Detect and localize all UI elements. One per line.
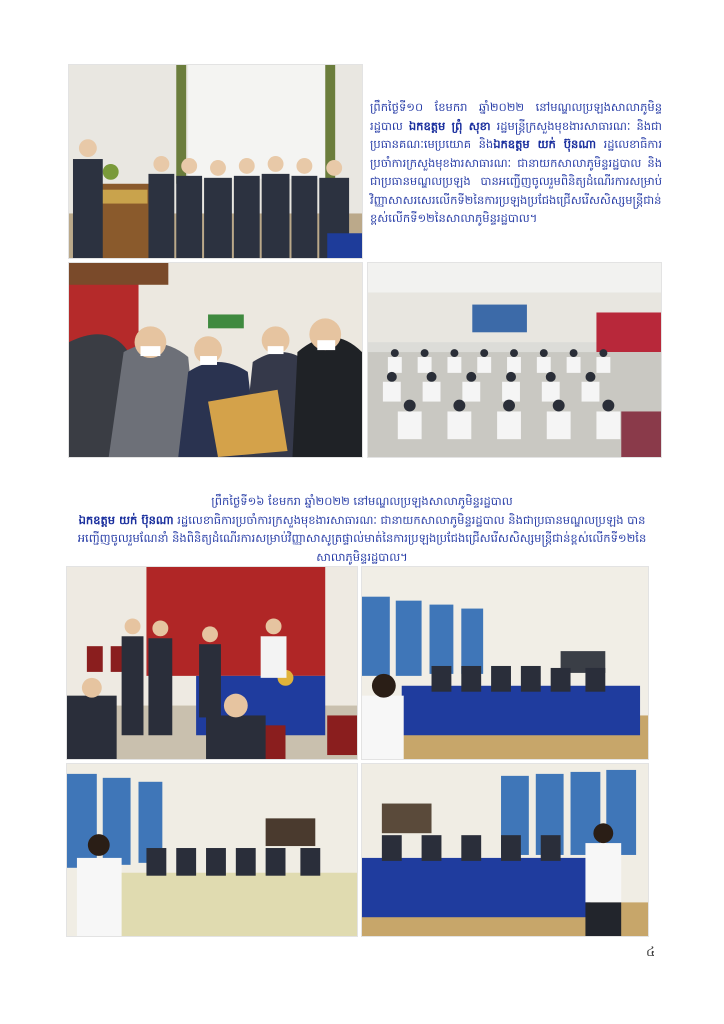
caption-bottom-text-2: រដ្ឋលេខាធិការប្រចាំការក្រសួងមុខងារសាធារណៈ ជានាយកសាលាភូមិន្ទរដ្ឋបាល និងជាប្រធានមណ្ឌលប្រឡង បានអញ្ជើញចូលរួមណែនាំ និងពិនិត្យដំណើរការសម្រាប់វិញ្ញាសាសូត្រផ្ទាល់មាត់នៃការប្រឡងប្រជែងជ្រើសរើសសិស្សមន្ត្រីជាន់ខ្ពស់លើកទី១២នៃសាលាភូមិន្ទរដ្ឋបាល។: [77, 512, 647, 564]
photo-oral-exam-panel-2: [66, 763, 358, 937]
photo-exam-hall: [367, 262, 662, 458]
photo-oral-exam-panel-3: [361, 763, 649, 937]
caption-top: [370, 98, 662, 228]
page-number: ៤: [646, 945, 656, 960]
caption-bottom-text-1: ព្រឹកថ្ងៃទី១៦ ខែមករា ឆ្នាំ២០២២ នៅមណ្ឌលប្រឡងសាលាភូមិន្ទរដ្ឋបាល: [211, 494, 513, 508]
caption-bottom: [68, 492, 656, 566]
caption-bottom-name-1: ឯកឧត្តម យក់ ប៊ុនណា: [78, 512, 174, 527]
caption-top-text-3: រដ្ឋលេខាធិការប្រចាំការក្រសួងមុខងារសាធារណៈ ជានាយកសាលាភូមិន្ទរដ្ឋបាល និងជាប្រធានមណ្ឌលប្រឡង បានអញ្ជើញចូលរួមពិនិត្យដំណើរការសម្រាប់វិញ្ញាសាសរសេរលើកទី២នៃការប្រឡងប្រជែងជ្រើសរើសសិស្សមន្ត្រីជាន់ខ្ពស់លើកទី១២នៃសាលាភូមិន្ទរដ្ឋបាល។: [370, 137, 662, 225]
photo-officials-envelope: [68, 262, 363, 458]
caption-top-text-1: ព្រឹកថ្ងៃទី១០ ខែមករា ឆ្នាំ២០២២ នៅមណ្ឌលប្រឡងសាលាភូមិន្ទរដ្ឋបាល: [370, 100, 662, 133]
photo-oral-exam-inspection: [66, 566, 358, 760]
photo-officials-at-podium: [68, 64, 363, 259]
caption-top-name-1: ឯកឧត្តម ព្រុំ សុខា: [408, 118, 491, 133]
caption-top-text-2: រដ្ឋមន្ត្រីក្រសួងមុខងារសាធារណៈ និងជាប្រធានគណៈមេប្រយោគ និង: [370, 118, 662, 151]
photo-oral-exam-panel-1: [361, 566, 649, 760]
caption-top-name-2: ឯកឧត្តម យក់ ប៊ុនណា: [493, 137, 597, 151]
